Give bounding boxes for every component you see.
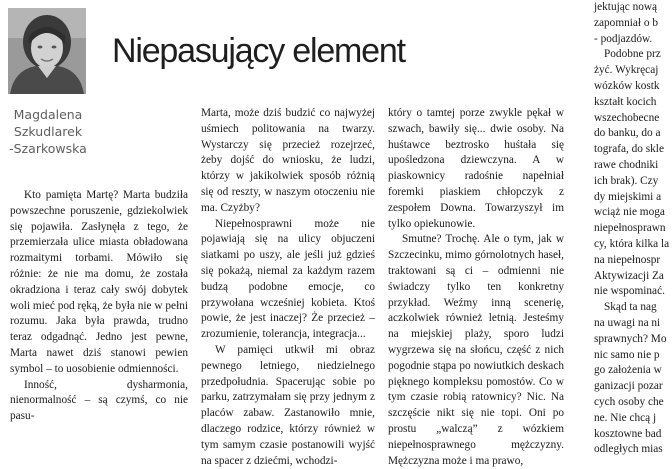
text-line: go założenia w — [594, 364, 662, 377]
text-line: wózków kostk — [594, 79, 660, 92]
text-line: Skąd ta nag — [604, 301, 657, 314]
text-line: nic samo nie p — [594, 348, 660, 361]
author-portrait-icon — [8, 8, 86, 94]
paragraph: Smutne? Trochę. Ale o tym, jak w Szczecinku, mimo górnolotnych haseł, traktowani są ci – odmienni nie świadczy tylko ten konkretny przykład. Weźmy inną scenerię, aczkolwiek również letnią. Jesteśmy na miejskiej plaży, sporo ludzi wygrzewa się na słońcu, część z nich pogodnie stąpa po nowiutkich deskach pięknego kompleksu pomostów. Co w tym czasie robią ratownicy? Nic. Na szczęście nikt się nie topi. Oni po prostu „walczą” z wózkiem niepełnosprawnego mężczyzny. Mężczyzna może i ma prawo, — [388, 233, 564, 467]
text-line: żyć. Wykręcaj — [594, 64, 659, 77]
text-line: kosztowne bad — [594, 427, 662, 440]
text-line: na uwagi na ni — [594, 316, 661, 329]
text-line: Podobne prz — [604, 48, 661, 61]
text-line: nie wspominać. — [594, 285, 665, 298]
text-line: dy miejskimi a — [594, 190, 662, 203]
text-line: kształt kocich — [594, 95, 657, 108]
author-first-name: Magdalena — [13, 107, 83, 122]
text-line: wszechobecne — [594, 111, 660, 124]
text-line: jektując nową — [594, 1, 658, 13]
author-photo — [8, 8, 86, 94]
text-line: cych osoby che — [594, 395, 664, 408]
text-line: ne. Nie chcą j — [594, 411, 657, 424]
article-column-2 — [201, 106, 375, 467]
text-line: ganizacji pozar — [594, 380, 663, 393]
author-name — [2, 106, 94, 157]
text-line: rawe chodniki — [594, 158, 659, 171]
text-line: do banku, do a — [594, 127, 661, 140]
text-line: zapomniał o b — [594, 16, 658, 29]
text-line: cy, która kilka la — [594, 237, 670, 250]
author-surname-second: -Szarkowska — [9, 141, 87, 156]
text-line: sprawnych? Mo — [594, 332, 667, 345]
paragraph: W pamięci utkwił mi obraz pewnego letniego, niedzielnego przedpołudnia. Spacerując sobie po parku, zatrzymałam się przy jednym z placów zabaw. Zastanowiło mnie, dlaczego rodzice, którzy również w tym samym czasie postanowili wyjść na spacer z dziećmi, wchodzi- — [201, 343, 375, 467]
article-column-4-cropped — [594, 0, 672, 456]
paragraph: Niepełnosprawni może nie pojawiają się na ulicy objuczeni siatkami po uszy, ale jeśli już gdzieś się pokażą, niemal za każdym razem budzą podobne emocje, co przywołana wcześniej kobieta. Ktoś powie, że jest inaczej? Że przecież – zrozumienie, tolerancja, integracja... — [201, 217, 375, 341]
text-line: Aktywizacji Za — [594, 269, 664, 282]
text-line: - podjazdów. — [594, 32, 653, 45]
paragraph: Inność, dysharmonia, nienormalność – są czymś, co nie pasu- — [10, 378, 188, 423]
text-line: odległych mias — [594, 443, 663, 456]
author-surname: Szkudlarek — [13, 124, 83, 139]
article-column-3 — [388, 106, 564, 467]
paragraph: Kto pamięta Martę? Marta budziła powszechne poruszenie, gdziekolwiek się pojawiła. Zasłynęła z tego, że przemierzała ulice miasta obładowana rozmaitymi torbami. Mówiło się różnie: że nie ma domu, że została okradziona i teraz cały swój dobytek woli mieć pod ręką, że była nie w pełni rozumu. Jaka była prawda, trudno teraz odgadnąć. Jedno jest pewne, Marta nawet dziś stanowi pewien symbol – to uosobienie odmienności. — [10, 189, 188, 375]
text-line: wciąż nie moga — [594, 206, 665, 219]
article-column-1 — [10, 188, 188, 430]
text-line: niepełnosprawn — [594, 222, 666, 235]
paragraph: który o tamtej porze zwykle pękał w szwach, bawiły się... dwie osoby. Na huśtawce beztrosko huśtała się upośledzona dziewczyna. A w piaskownicy radośnie napełniał foremki piaskiem chłopczyk z zespołem Downa. Towarzyszył im tylko opiekunowie. — [388, 107, 564, 230]
text-line: ich brak). Czy — [594, 174, 659, 187]
text-line: tografa, do skle — [594, 143, 664, 156]
text-line: na niepełnospr — [594, 253, 661, 266]
paragraph: Marta, może dziś budzić co najwyżej uśmiech politowania na twarzy. Wystarczy się przecież rozejrzeć, żeby dojść do wniosku, że ludzi, którzy w jakikolwiek sposób różnią się od reszty, w naszym otoczeniu nie ma. Czyżby? — [201, 107, 375, 214]
headline: Niepasujący element — [112, 32, 405, 70]
